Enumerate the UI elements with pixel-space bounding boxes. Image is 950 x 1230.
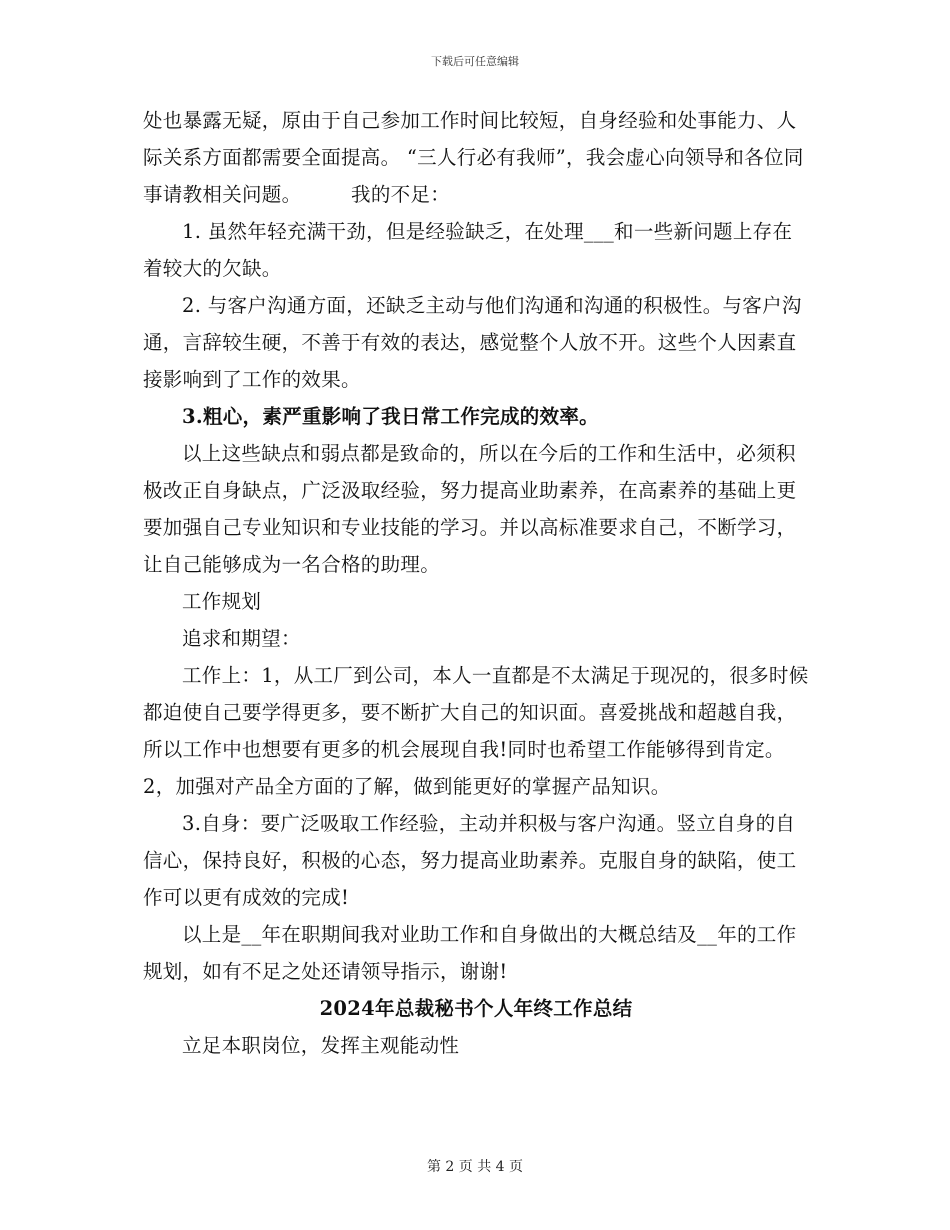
section-title: 2024年总裁秘书个人年终工作总结 [319, 997, 633, 1020]
paragraph-shortcoming-3: 3.粗心，素严重影响了我日常工作完成的效率。 [182, 405, 599, 428]
heading-work-plan: 工作规划 [182, 590, 262, 613]
paragraph-improvement: 以上这些缺点和弱点都是致命的，所以在今后的工作和生活中，必须积极改正自身缺点，广泛汲取经验，努力提高业助素养，在高素养的基础上更要加强自己专业知识和专业技能的学习。并以高标准要求自己，不断学习，让自己能够成为一名合格的助理。 [143, 442, 797, 576]
paragraph-shortcoming-1: 1. 虽然年轻充满干劲，但是经验缺乏，在处理___和一些新问题上存在着较大的欠缺。 [143, 220, 793, 280]
paragraph-conclusion: 以上是__年在职期间我对业助工作和自身做出的大概总结及__年的工作规划，如有不足之处还请领导指示，谢谢! [143, 923, 797, 983]
paragraph-self-goals: 3.自身：要广泛吸取工作经验，主动并积极与客户沟通。竖立自身的自信心，保持良好，积极的心态，努力提高业助素养。克服自身的缺陷，使工作可以更有成效的完成! [143, 812, 797, 909]
heading-expectations: 追求和期望： [182, 627, 301, 650]
paragraph-closing: 立足本职岗位，发挥主观能动性 [182, 1034, 460, 1057]
header-note: 下载后可任意编辑 [431, 55, 519, 68]
document-body [143, 102, 809, 1064]
paragraph-shortcoming-2: 2. 与客户沟通方面，还缺乏主动与他们沟通和沟通的积极性。与客户沟通，言辞较生硬，不善于有效的表达，感觉整个人放不开。这些个人因素直接影响到了工作的效果。 [143, 294, 802, 391]
page-indicator: 第 2 页 共 4 页 [426, 1159, 524, 1175]
paragraph-work-goals: 工作上：1，从工厂到公司，本人一直都是不太满足于现况的，很多时候都迫使自己要学得更多，要不断扩大自己的知识面。喜爱挑战和超越自我，所以工作中也想要有更多的机会展现自我!同时也希望工作能够得到肯定。2，加强对产品全方面的了解，做到能更好的掌握产品知识。 [143, 664, 809, 798]
paragraph-continuation: 处也暴露无疑，原由于自己参加工作时间比较短，自身经验和处事能力、人际关系方面都需要全面提高。 “三人行必有我师”，我会虚心向领导和各位同事请教相关问题。 我的不足： [143, 109, 804, 206]
